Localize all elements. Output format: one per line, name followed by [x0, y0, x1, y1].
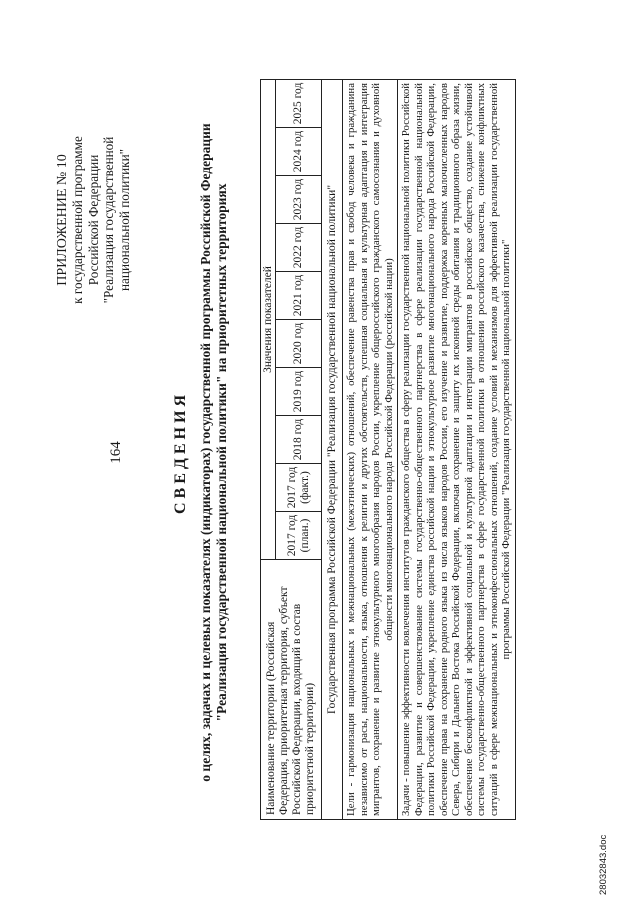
- program-row: Государственная программа Российской Федерации "Реализация государственной национальной политики": [322, 79, 343, 819]
- appendix-line: Российской Федерации: [85, 154, 101, 286]
- appendix-line: к государственной программе: [70, 136, 86, 304]
- indicators-table: [260, 79, 516, 820]
- page-number: 164: [108, 441, 124, 464]
- year-column-header: 2022 год: [276, 224, 322, 272]
- subtitle-line: "Реализация государственной национальной политики" на приоритетных территориях: [214, 183, 229, 722]
- appendix-block: [55, 90, 132, 350]
- appendix-title: ПРИЛОЖЕНИЕ № 10: [55, 154, 70, 286]
- subtitle-line: о целях, задачах и целевых показателях (индикаторах) государственной программы Российской Федерации: [198, 123, 213, 782]
- tasks-row: Задачи - повышение эффективности вовлечения институтов гражданского общества в сферу реализации государственной национальной политики Российской Федерации, развитие и совершенствование системы государственно-общественного партнерства в сфере реализации государственной национальной политики Российской Федерации, укрепление единства российской нации и этнокультурное развитие многонационального народа Российской Федерации, обеспечение права на сохранение родного языка из числа языков народов России, его изучение и развитие, поддержка коренных малочисленных народов Севера, Сибири и Дальнего Востока Российской Федерации, включая сохранение и защиту их исконной среды обитания и традиционного образа жизни, обеспечение бесконфликтной и эффективной социальной и культурной адаптации и интеграции мигрантов в российское общество, создание устойчивой системы государственно-общественного партнерства в сфере государственной политики в отношении российского казачества, снижение конфликтных ситуаций в сфере межнациональных и этноконфессиональных отношений, создание условий и механизмов для эффективной реализации государственной программы Российской Федерации "Реализация государственной национальной политики": [398, 79, 516, 819]
- territory-column-header: Наименование территории (Российская Федерация, приоритетная территория, субъект Российской Федерации, входящий в состав приоритетной территории): [261, 560, 322, 820]
- appendix-line: "Реализация государственной: [101, 136, 117, 304]
- year-column-header: 2017 год (план.): [276, 512, 322, 560]
- file-name: 28032843.doc: [598, 834, 609, 895]
- document-heading: СВЕДЕНИЯ: [172, 390, 189, 515]
- year-column-header: 2024 год: [276, 128, 322, 176]
- year-column-header: 2021 год: [276, 272, 322, 320]
- year-column-header: 2017 год (факт.): [276, 464, 322, 512]
- appendix-line: национальной политики": [116, 148, 132, 292]
- year-column-header: 2025 год: [276, 79, 322, 127]
- document-subtitle: [198, 40, 230, 865]
- values-group-header: Значения показателей: [261, 79, 276, 559]
- year-column-header: 2018 год: [276, 416, 322, 464]
- goals-row: Цели - гармонизация национальных и межнациональных (межэтнических) отношений, обеспечение равенства прав и свобод человека и гражданина независимо от расы, национальности, языка, отношения к религии и других обстоятельств, успешная социальная и культурная адаптация и интеграция мигрантов, сохранение и развитие этнокультурного многообразия народов России, укрепление общероссийского гражданского самосознания и духовной общности многонационального народа Российской Федерации (российской нации): [343, 79, 398, 819]
- year-column-header: 2020 год: [276, 320, 322, 368]
- year-column-header: 2023 год: [276, 176, 322, 224]
- year-column-header: 2019 год: [276, 368, 322, 416]
